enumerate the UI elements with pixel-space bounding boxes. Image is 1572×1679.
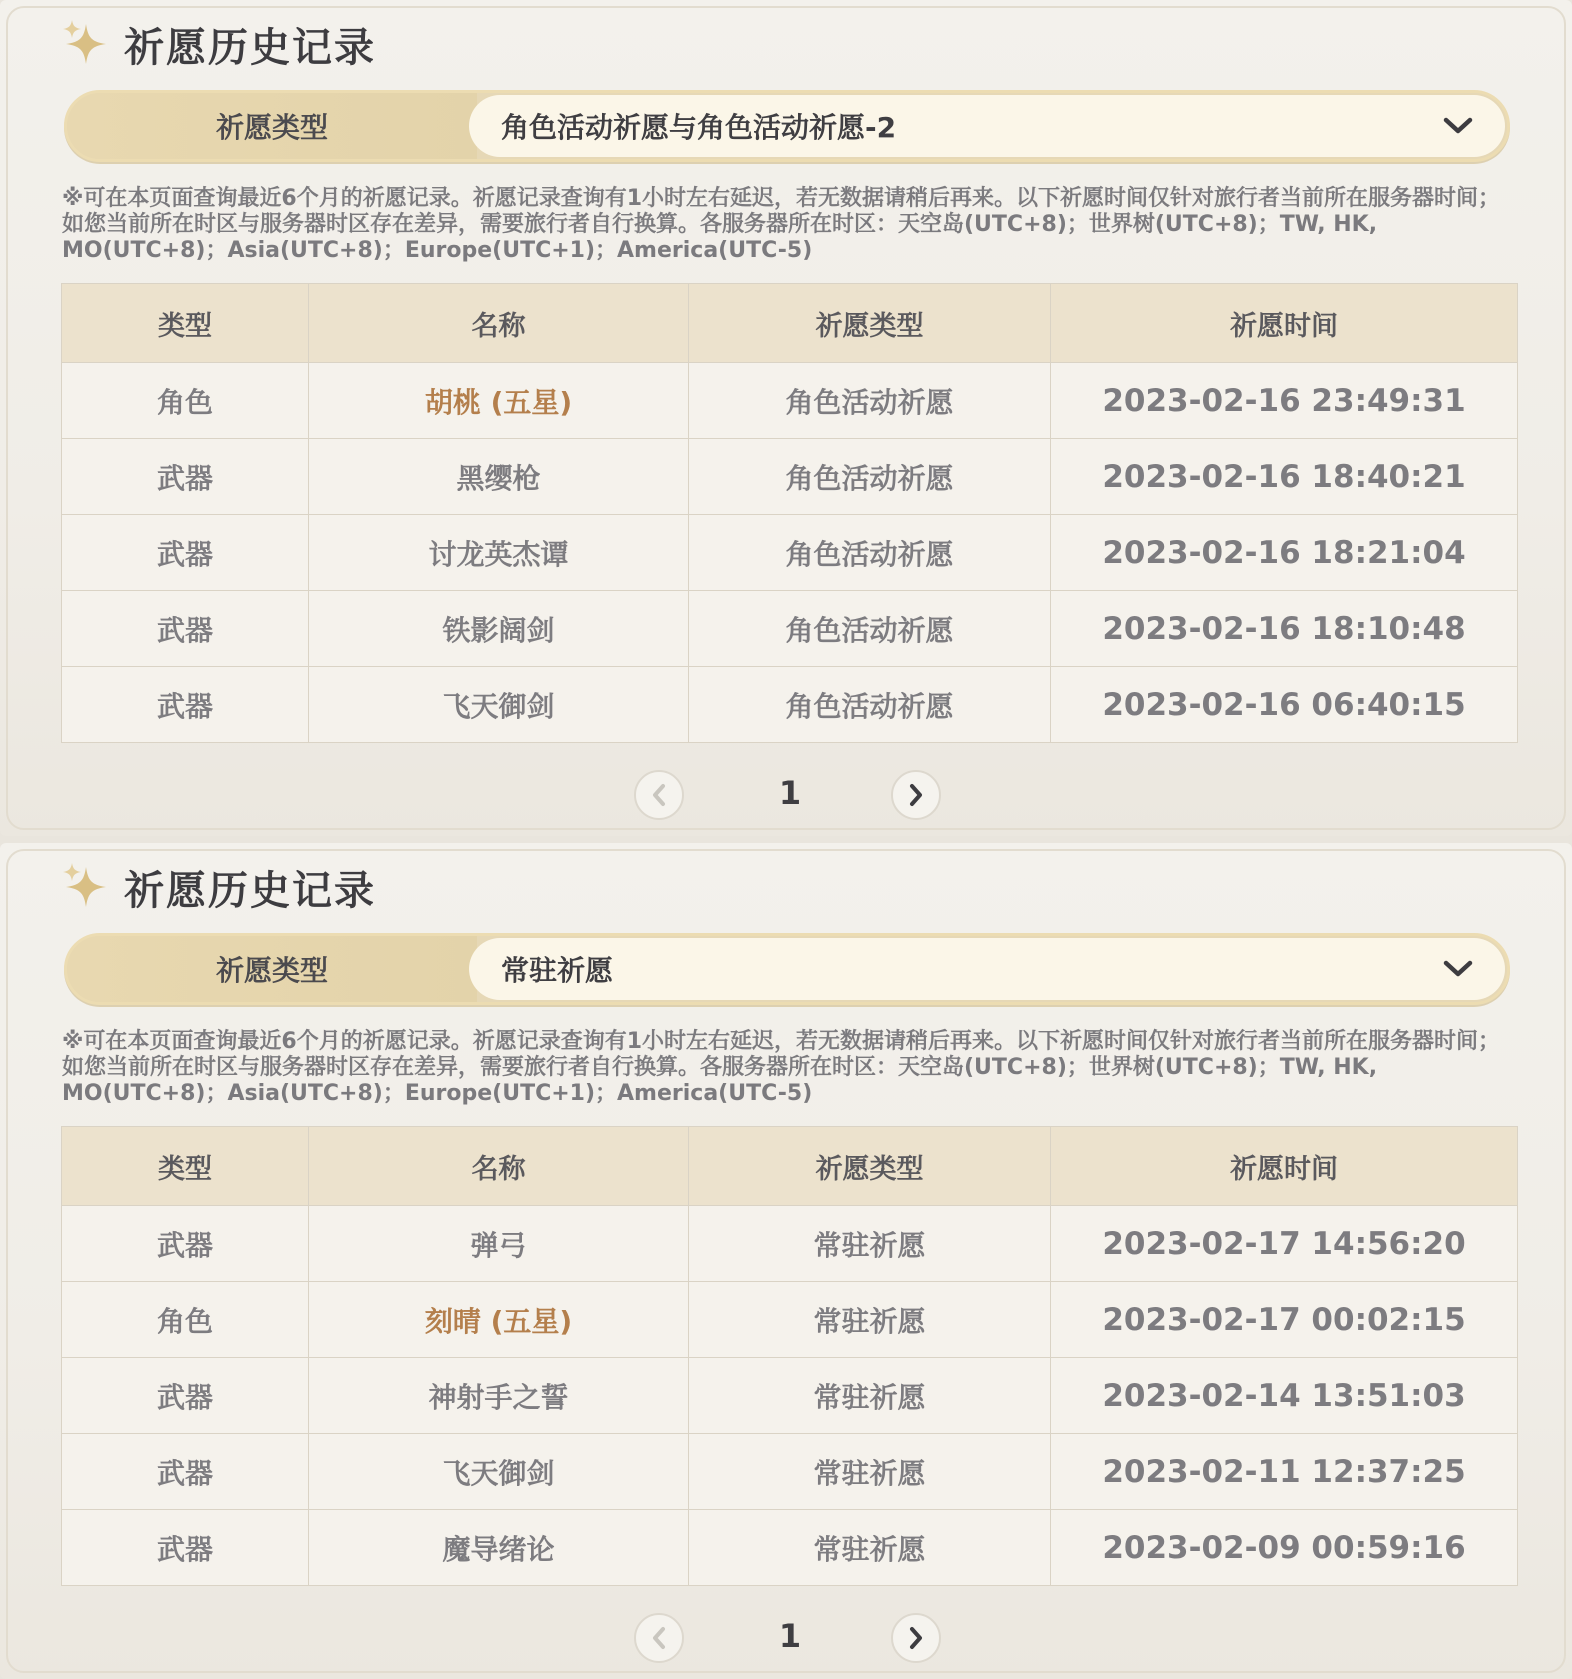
table-row xyxy=(62,1434,1518,1510)
cell-time: 2023-02-17 14:56:20 xyxy=(1051,1206,1518,1282)
chevron-left-icon xyxy=(649,782,669,808)
cell-type: 武器 xyxy=(62,1358,309,1434)
column-header-wish-type: 祈愿类型 xyxy=(689,1127,1051,1206)
sparkle-star-icon xyxy=(60,861,112,913)
cell-wish-type: 常驻祈愿 xyxy=(689,1206,1051,1282)
table-row xyxy=(62,1510,1518,1586)
next-page-button[interactable] xyxy=(891,770,941,820)
cell-wish-type: 角色活动祈愿 xyxy=(689,591,1051,667)
cell-wish-type: 常驻祈愿 xyxy=(689,1282,1051,1358)
prev-page-button[interactable] xyxy=(634,770,684,820)
wish-type-bar xyxy=(64,933,1510,1005)
pagination xyxy=(0,770,1572,824)
query-notice: ※可在本页面查询最近6个月的祈愿记录。祈愿记录查询有1小时左右延迟，若无数据请稍后再来。以下祈愿时间仅针对旅行者当前所在服务器时间；如您当前所在时区与服务器时区存在差异，需要旅行者自行换算。各服务器所在时区：天空岛(UTC+8)；世界树(UTC+8)；TW, HK, MO(UTC+8)；Asia(UTC+8)；Europe(UTC+1)；America(UTC-5) xyxy=(62,1029,1501,1106)
cell-name: 胡桃 (五星) xyxy=(309,363,689,439)
table-row xyxy=(62,591,1518,667)
cell-type: 武器 xyxy=(62,515,309,591)
cell-name: 飞天御剑 xyxy=(309,1434,689,1510)
table-row xyxy=(62,439,1518,515)
query-notice: ※可在本页面查询最近6个月的祈愿记录。祈愿记录查询有1小时左右延迟，若无数据请稍后再来。以下祈愿时间仅针对旅行者当前所在服务器时间；如您当前所在时区与服务器时区存在差异，需要旅行者自行换算。各服务器所在时区：天空岛(UTC+8)；世界树(UTC+8)；TW, HK, MO(UTC+8)；Asia(UTC+8)；Europe(UTC+1)；America(UTC-5) xyxy=(62,186,1501,263)
cell-wish-type: 常驻祈愿 xyxy=(689,1510,1051,1586)
cell-name: 刻晴 (五星) xyxy=(309,1282,689,1358)
cell-name: 弹弓 xyxy=(309,1206,689,1282)
wish-type-dropdown[interactable] xyxy=(469,95,1505,157)
cell-wish-type: 角色活动祈愿 xyxy=(689,363,1051,439)
wish-type-selected-value: 常驻祈愿 xyxy=(501,954,614,987)
wish-type-bar xyxy=(64,90,1510,162)
page-title: 祈愿历史记录 xyxy=(124,867,376,914)
cell-name: 神射手之誓 xyxy=(309,1358,689,1434)
table-row xyxy=(62,667,1518,743)
column-header-type: 类型 xyxy=(62,1127,309,1206)
wish-history-panel-1 xyxy=(0,0,1572,836)
cell-time: 2023-02-16 06:40:15 xyxy=(1051,667,1518,743)
cell-name: 讨龙英杰谭 xyxy=(309,515,689,591)
cell-time: 2023-02-16 18:40:21 xyxy=(1051,439,1518,515)
wish-type-label: 祈愿类型 xyxy=(67,936,477,1002)
cell-wish-type: 角色活动祈愿 xyxy=(689,515,1051,591)
chevron-right-icon xyxy=(906,1625,926,1651)
pagination xyxy=(0,1613,1572,1667)
current-page-number: 1 xyxy=(778,774,802,812)
chevron-down-icon xyxy=(1441,956,1475,982)
table-row xyxy=(62,1282,1518,1358)
table-row xyxy=(62,1358,1518,1434)
cell-name: 飞天御剑 xyxy=(309,667,689,743)
cell-time: 2023-02-16 23:49:31 xyxy=(1051,363,1518,439)
cell-wish-type: 常驻祈愿 xyxy=(689,1358,1051,1434)
wish-type-dropdown[interactable] xyxy=(469,938,1505,1000)
column-header-wish-time: 祈愿时间 xyxy=(1051,284,1518,363)
page-title: 祈愿历史记录 xyxy=(124,24,376,71)
cell-type: 角色 xyxy=(62,363,309,439)
chevron-down-icon xyxy=(1441,113,1475,139)
column-header-wish-time: 祈愿时间 xyxy=(1051,1127,1518,1206)
cell-name: 黑缨枪 xyxy=(309,439,689,515)
cell-time: 2023-02-16 18:21:04 xyxy=(1051,515,1518,591)
cell-wish-type: 角色活动祈愿 xyxy=(689,439,1051,515)
wish-type-selected-value: 角色活动祈愿与角色活动祈愿-2 xyxy=(501,111,897,144)
table-header-row xyxy=(62,1127,1518,1206)
cell-type: 武器 xyxy=(62,1206,309,1282)
current-page-number: 1 xyxy=(778,1617,802,1655)
column-header-wish-type: 祈愿类型 xyxy=(689,284,1051,363)
cell-time: 2023-02-09 00:59:16 xyxy=(1051,1510,1518,1586)
cell-type: 武器 xyxy=(62,667,309,743)
table-header-row xyxy=(62,284,1518,363)
cell-type: 武器 xyxy=(62,1510,309,1586)
cell-name: 魔导绪论 xyxy=(309,1510,689,1586)
cell-time: 2023-02-17 00:02:15 xyxy=(1051,1282,1518,1358)
prev-page-button[interactable] xyxy=(634,1613,684,1663)
table-row xyxy=(62,363,1518,439)
cell-type: 武器 xyxy=(62,591,309,667)
cell-wish-type: 常驻祈愿 xyxy=(689,1434,1051,1510)
next-page-button[interactable] xyxy=(891,1613,941,1663)
wish-type-label: 祈愿类型 xyxy=(67,93,477,159)
cell-time: 2023-02-14 13:51:03 xyxy=(1051,1358,1518,1434)
cell-time: 2023-02-16 18:10:48 xyxy=(1051,591,1518,667)
cell-type: 武器 xyxy=(62,439,309,515)
wish-records-table xyxy=(61,283,1518,743)
sparkle-star-icon xyxy=(60,18,112,70)
panel-header xyxy=(60,857,376,917)
table-row xyxy=(62,515,1518,591)
table-row xyxy=(62,1206,1518,1282)
column-header-type: 类型 xyxy=(62,284,309,363)
wish-records-table xyxy=(61,1126,1518,1586)
wish-history-panel-2 xyxy=(0,843,1572,1679)
panel-header xyxy=(60,14,376,74)
cell-type: 角色 xyxy=(62,1282,309,1358)
cell-time: 2023-02-11 12:37:25 xyxy=(1051,1434,1518,1510)
column-header-name: 名称 xyxy=(309,284,689,363)
chevron-right-icon xyxy=(906,782,926,808)
column-header-name: 名称 xyxy=(309,1127,689,1206)
cell-wish-type: 角色活动祈愿 xyxy=(689,667,1051,743)
cell-type: 武器 xyxy=(62,1434,309,1510)
cell-name: 铁影阔剑 xyxy=(309,591,689,667)
chevron-left-icon xyxy=(649,1625,669,1651)
